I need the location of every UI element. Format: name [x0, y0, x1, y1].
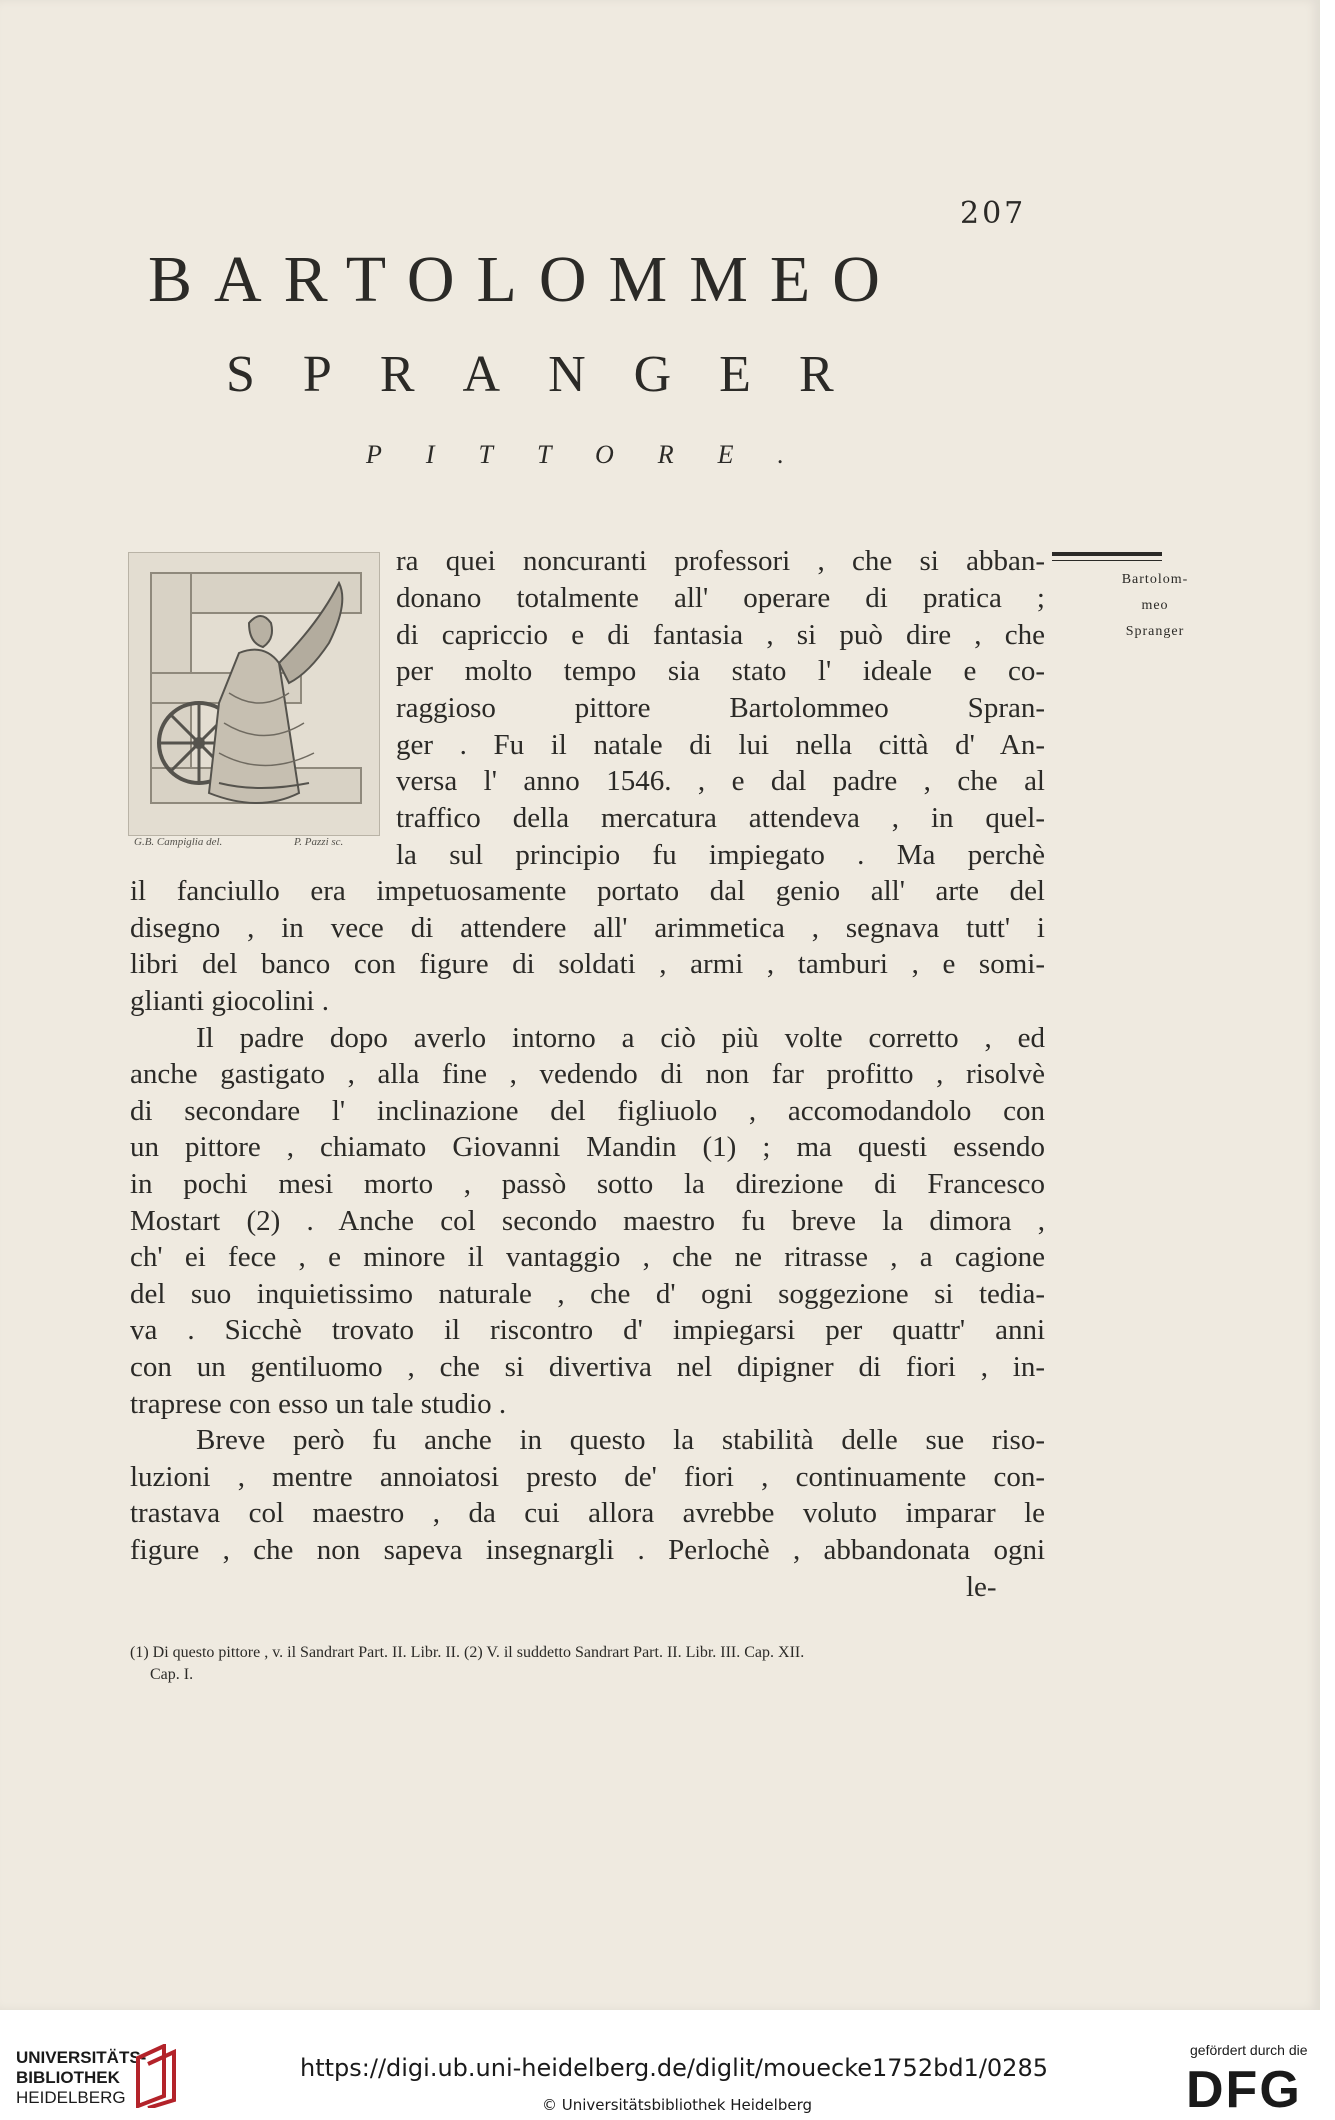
body-line: raggioso pittore Bartolommeo Spran-	[396, 692, 1045, 724]
title-line-profession: PITTORE.	[366, 440, 829, 469]
margin-rule	[1052, 552, 1162, 556]
body-line: donano totalmente all' operare di pratica ;	[396, 582, 1045, 614]
footnote-line2: Cap. I.	[150, 1666, 194, 1683]
page-number: 207	[960, 196, 1027, 231]
allegorical-figure-engraving	[129, 553, 379, 835]
body-line: un pittore , chiamato Giovanni Mandin (1) ; ma questi essendo	[130, 1131, 1045, 1163]
body-line: disegno , in vece di attendere all' arimmetica , segnava tutt' i	[130, 912, 1045, 944]
body-line: va . Sicchè trovato il riscontro d' impiegarsi per quattr' anni	[130, 1314, 1045, 1346]
body-line: figure , che non sapeva insegnargli . Perlochè , abbandonata ogni	[130, 1534, 1045, 1566]
body-line: di secondare l' inclinazione del figliuolo , accomodandolo con	[130, 1095, 1045, 1127]
viewer-footer	[0, 2010, 1335, 2120]
copyright-notice: © Universitätsbibliothek Heidelberg	[542, 2096, 813, 2114]
catchword: le-	[966, 1571, 997, 1603]
margin-rule-thin	[1052, 560, 1162, 561]
margin-note-line1: Bartolom-	[1121, 572, 1189, 587]
body-line: Mostart (2) . Anche col secondo maestro fu breve la dimora ,	[130, 1205, 1045, 1237]
body-line: Il padre dopo averlo intorno a ciò più volte corretto , ed	[196, 1022, 1045, 1054]
margin-note-line3: Spranger	[1125, 624, 1185, 639]
dfg-logo[interactable]: DFG	[1186, 2061, 1302, 2119]
permalink-url[interactable]: https://digi.ub.uni-heidelberg.de/diglit/mouecke1752bd1/0285	[300, 2054, 1048, 2082]
body-line: libri del banco con figure di soldati , armi , tamburi , e somi-	[130, 948, 1045, 980]
decorated-initial-illustration	[128, 552, 380, 836]
body-line: in pochi mesi morto , passò sotto la direzione di Francesco	[130, 1168, 1045, 1200]
body-line: Breve però fu anche in questo la stabilità delle sue riso-	[196, 1424, 1045, 1456]
library-name-line1: UNIVERSITÄTS-	[16, 2048, 147, 2067]
margin-note-line2: meo	[1141, 598, 1169, 613]
library-logo-text[interactable]	[16, 2048, 146, 2108]
body-line: del suo inquietissimo naturale , che d' ogni soggezione si tedia-	[130, 1278, 1045, 1310]
body-line: traprese con esso un tale studio .	[130, 1388, 507, 1420]
body-line: ch' ei fece , e minore il vantaggio , che ne ritrasse , a cagione	[130, 1241, 1045, 1273]
illustration-credit-engraver: P. Pazzi sc.	[294, 836, 344, 848]
body-line: la sul principio fu impiegato . Ma perchè	[396, 839, 1045, 871]
body-line: per molto tempo sia stato l' ideale e co-	[396, 655, 1045, 687]
illustration-credit-draughtsman: G.B. Campiglia del.	[134, 836, 223, 848]
body-line: anche gastigato , alla fine , vedendo di non far profitto , risolvè	[130, 1058, 1045, 1090]
body-line: traffico della mercatura attendeva , in quel-	[396, 802, 1045, 834]
body-line: di capriccio e di fantasia , si può dire , che	[396, 619, 1045, 651]
body-line: ra quei noncuranti professori , che si abban-	[396, 545, 1045, 577]
body-line: il fanciullo era impetuosamente portato dal genio all' arte del	[130, 875, 1045, 907]
body-line: luzioni , mentre annoiatosi presto de' fiori , continuamente con-	[130, 1461, 1045, 1493]
funding-label: gefördert durch die	[1190, 2042, 1308, 2058]
footnote-line1: (1) Di questo pittore , v. il Sandrart Part. II. Libr. II. (2) V. il suddetto Sandrart Part. II. Libr. III. Cap. XII.	[130, 1644, 805, 1661]
body-line: versa l' anno 1546. , e dal padre , che al	[396, 765, 1045, 797]
body-line: con un gentiluomo , che si divertiva nel dipigner di fiori , in-	[130, 1351, 1045, 1383]
title-line-name: BARTOLOMMEO	[148, 243, 902, 316]
body-line: glianti giocolini .	[130, 985, 329, 1017]
body-line: ger . Fu il natale di lui nella città d' An-	[396, 729, 1045, 761]
library-name-line3: HEIDELBERG	[16, 2088, 126, 2107]
library-name-line2: BIBLIOTHEK	[16, 2068, 120, 2087]
body-line: trastava col maestro , da cui allora avrebbe voluto imparar le	[130, 1497, 1045, 1529]
title-line-surname: SPRANGER	[226, 346, 882, 403]
library-logo-icon[interactable]	[134, 2044, 180, 2108]
